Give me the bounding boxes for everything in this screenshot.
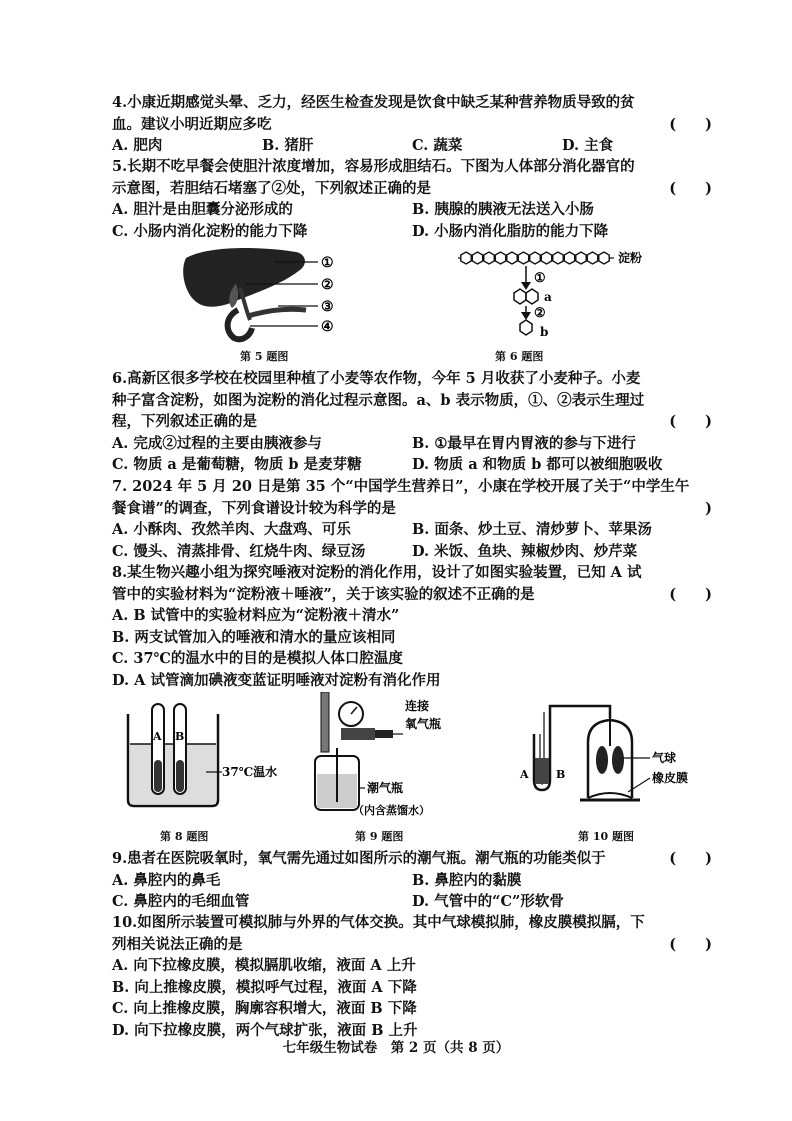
- starch-chain: [458, 252, 614, 264]
- answer-paren[interactable]: ( ): [669, 585, 712, 603]
- glucose-unit: [472, 252, 482, 264]
- question-8-stem-2: 管中的实验材料为“淀粉液＋唾液”，关于该实验的叙述不正确的是: [112, 585, 535, 603]
- question-5: [112, 156, 712, 242]
- question-7-stem-1: 7. 2024 年 5 月 20 日是第 35 个“中国学生营养日”，小康在学校开展了关于“中学生午: [112, 478, 690, 495]
- label-3: ③: [321, 299, 334, 315]
- question-5-stem-1: 5.长期不吃早餐会使胆汁浓度增加，容易形成胆结石。下图为人体部分消化器官的: [112, 158, 635, 175]
- answer-paren[interactable]: ( ): [669, 850, 712, 867]
- answer-paren[interactable]: ( ): [669, 179, 712, 197]
- question-7: [112, 476, 712, 562]
- figure-8-beaker: [118, 700, 298, 810]
- option-a[interactable]: A. 胆汁是由胆囊分泌形成的: [112, 201, 293, 218]
- option-c[interactable]: C. 小肠内消化淀粉的能力下降: [112, 222, 308, 240]
- option-d[interactable]: D. 向下拉橡皮膜，两个气球扩张，液面 B 上升: [112, 1021, 418, 1039]
- balloon-label: 气球: [652, 751, 677, 765]
- question-9-options: [112, 870, 712, 913]
- figure-6-starch-digestion: [458, 244, 658, 340]
- glucose-unit: [507, 252, 517, 264]
- option-d[interactable]: D. 小肠内消化脂肪的能力下降: [412, 222, 609, 240]
- option-b[interactable]: B. 猪肝: [262, 137, 314, 154]
- label-b: B: [175, 730, 185, 743]
- u-tube-liquid: [535, 758, 549, 784]
- rubber-membrane: [588, 793, 632, 798]
- option-b[interactable]: B. 两支试管加入的唾液和清水的量应该相同: [112, 628, 396, 646]
- figure-10-lung-model: [518, 696, 708, 816]
- connect-label-1: 连接: [405, 699, 430, 713]
- option-d[interactable]: D. 气管中的“C”形软骨: [412, 893, 564, 910]
- option-a[interactable]: A. 完成②过程的主要由胰液参与: [112, 434, 322, 452]
- label-4: ④: [321, 319, 334, 335]
- label-a: A: [520, 768, 529, 781]
- starch-label: 淀粉: [618, 251, 643, 265]
- glucose-unit: [587, 252, 597, 264]
- option-d[interactable]: D. A 试管滴加碘液变蓝证明唾液对淀粉有消化作用: [112, 671, 441, 689]
- question-9: [112, 848, 712, 913]
- question-8: [112, 562, 712, 691]
- option-a[interactable]: A. 肥肉: [112, 137, 163, 154]
- question-6-stem-1: 6.高新区很多学校在校园里种植了小麦等农作物，今年 5 月收获了小麦种子。小麦: [112, 370, 641, 387]
- glucose-unit: [564, 252, 574, 264]
- option-c[interactable]: C. 向上推橡皮膜，胸廓容积增大，液面 B 下降: [112, 1000, 417, 1017]
- arrow-1-head: [521, 282, 531, 290]
- water-label: 37℃温水: [222, 765, 278, 779]
- option-a[interactable]: A. 向下拉橡皮膜，模拟膈肌收缩，液面 A 上升: [112, 957, 416, 974]
- option-a[interactable]: A. 小酥肉、孜然羊肉、大盘鸡、可乐: [112, 521, 351, 538]
- option-c[interactable]: C. 鼻腔内的毛细血管: [112, 893, 250, 910]
- figure-6-caption: 第 6 题图: [495, 350, 544, 363]
- figure-5-digestive-organs: [178, 244, 348, 344]
- option-b[interactable]: B. 胰腺的胰液无法送入小肠: [412, 201, 594, 218]
- answer-paren[interactable]: ): [705, 499, 712, 517]
- question-10: [112, 912, 712, 1041]
- figure-5-caption: 第 5 题图: [240, 350, 289, 363]
- maltose-ring-1: [514, 289, 526, 304]
- label-a: A: [153, 730, 162, 743]
- question-8-stem-1: 8.某生物兴趣小组为探究唾液对淀粉的消化作用，设计了如图实验装置，已知 A 试: [112, 564, 642, 581]
- balloon-left: [596, 746, 608, 774]
- label-a: a: [544, 290, 552, 304]
- label-b: b: [540, 325, 549, 339]
- option-c[interactable]: C. 物质 a 是葡萄糖，物质 b 是麦芽糖: [112, 456, 362, 473]
- option-c[interactable]: C. 馒头、清蒸排骨、红烧牛肉、绿豆汤: [112, 542, 366, 560]
- arrow-2-head: [521, 312, 531, 320]
- option-b[interactable]: B. 面条、炒土豆、清炒萝卜、苹果汤: [412, 521, 652, 538]
- glucose-unit: [599, 252, 609, 264]
- answer-paren[interactable]: ( ): [669, 413, 712, 430]
- question-7-stem-2: 餐食谱”的调查，下列食谱设计较为科学的是: [112, 499, 396, 517]
- glucose-unit: [576, 252, 586, 264]
- question-6-options: [112, 433, 712, 476]
- option-b[interactable]: B. ①最早在胃内胃液的参与下进行: [412, 434, 636, 452]
- label-1: ①: [321, 255, 334, 271]
- glucose-unit: [495, 252, 505, 264]
- label-2: ②: [321, 277, 334, 293]
- question-7-options: [112, 519, 712, 562]
- question-6-stem-3: 程，下列叙述正确的是: [112, 413, 257, 430]
- option-b[interactable]: B. 向上推橡皮膜，模拟呼气过程，液面 A 下降: [112, 978, 417, 996]
- option-b[interactable]: B. 鼻腔内的黏膜: [412, 871, 522, 889]
- glucose-unit: [530, 252, 540, 264]
- question-6: [112, 368, 712, 476]
- figure-10-caption: 第 10 题图: [578, 830, 634, 843]
- answer-paren[interactable]: ( ): [669, 115, 712, 133]
- option-d[interactable]: D. 米饭、鱼块、辣椒炒肉、炒芹菜: [412, 542, 638, 560]
- page-footer: 七年级生物试卷 第 2 页（共 8 页）: [282, 1040, 510, 1056]
- answer-paren[interactable]: ( ): [669, 935, 712, 953]
- glucose-unit: [461, 252, 471, 264]
- balloon-right: [612, 746, 624, 774]
- question-4: [112, 92, 712, 157]
- glucose-unit: [484, 252, 494, 264]
- question-4-stem-2: 血。建议小明近期应多吃: [112, 115, 272, 133]
- oxygen-pipe: [321, 692, 329, 752]
- figure-9-humidifier: [305, 692, 455, 822]
- tube-a-liquid: [154, 760, 162, 792]
- option-c[interactable]: C. 37℃的温水中的目的是模拟人体口腔温度: [112, 650, 403, 667]
- pancreas-shape: [248, 309, 306, 316]
- bottle-note: （内含蒸馏水）: [353, 804, 430, 817]
- tube-b-liquid: [176, 760, 184, 792]
- glucose-unit: [541, 252, 551, 264]
- connect-label-2: 氧气瓶: [405, 717, 442, 731]
- figure-8-caption: 第 8 题图: [160, 830, 209, 843]
- option-a[interactable]: A. B 试管中的实验材料应为“淀粉液＋清水”: [112, 607, 400, 624]
- maltose-ring-2: [526, 289, 538, 304]
- question-10-stem-1: 10.如图所示装置可模拟肺与外界的气体交换。其中气球模拟肺，橡皮膜模拟膈，下: [112, 914, 645, 931]
- glucose-unit: [553, 252, 563, 264]
- question-5-stem-2: 示意图，若胆结石堵塞了②处，下列叙述正确的是: [112, 179, 431, 197]
- question-5-options: [112, 199, 712, 242]
- question-9-stem-1: 9.患者在医院吸氧时，氧气需先通过如图所示的潮气瓶。潮气瓶的功能类似于: [112, 850, 606, 867]
- option-d[interactable]: D. 主食: [562, 137, 614, 154]
- valve-body: [341, 728, 375, 740]
- option-a[interactable]: A. 鼻腔内的鼻毛: [112, 871, 221, 889]
- connector-knob: [375, 730, 393, 738]
- question-10-stem-2: 列相关说法正确的是: [112, 935, 243, 953]
- question-4-options: [112, 135, 712, 157]
- membrane-label: 橡皮膜: [652, 771, 689, 785]
- question-6-stem-2: 种子富含淀粉，如图为淀粉的消化过程示意图。a、b 表示物质，①、②表示生理过: [112, 391, 645, 409]
- step-1-label: ①: [534, 271, 546, 286]
- glucose-ring: [520, 320, 532, 335]
- question-4-stem-1: 4.小康近期感觉头晕、乏力，经医生检查发现是饮食中缺乏某种营养物质导致的贫: [112, 94, 635, 111]
- figure-9-caption: 第 9 题图: [355, 830, 404, 843]
- option-d[interactable]: D. 物质 a 和物质 b 都可以被细胞吸收: [412, 456, 663, 473]
- label-b: B: [556, 768, 566, 781]
- option-c[interactable]: C. 蔬菜: [412, 137, 463, 154]
- step-2-label: ②: [534, 306, 546, 321]
- bottle-label: 潮气瓶: [367, 781, 404, 795]
- glucose-unit: [518, 252, 528, 264]
